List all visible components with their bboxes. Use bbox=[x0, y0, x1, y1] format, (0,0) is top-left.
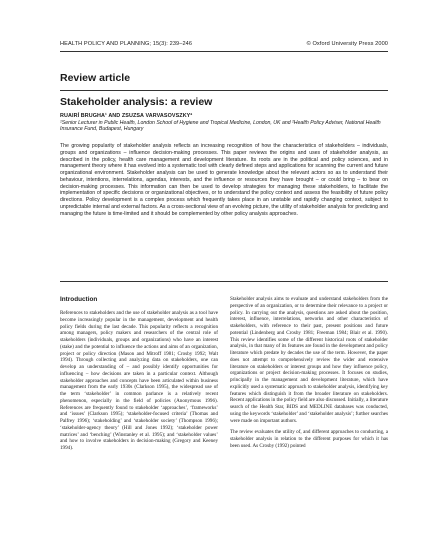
introduction-paragraph: References to stakeholders and the use of stakeholder analysis as a tool have become increasingly popular in the management, development and health policy fields during the last decade. This popularity reflects a recognition among managers, policy makers and researchers of the central role of stakeholders (individuals, groups and organizations) who have an interest (stake) and the potential to influence the actions and aims of an organization, project or policy direction (Mason and Mitroff 1981; Crosby 1992; Walt 1994). Through collecting and analyzing data on stakeholders, one can develop an understanding of – and possibly identify opportunities for influencing – how decisions are taken in a particular context. Although stakeholder approaches and concepts have been articulated within business management from the early 1930s (Clarkson 1995), the widespread use of the term ‘stakeholder’ in common parlance is a relatively recent phenomenon, especially in the field of policies (Anonymous 1996). References are frequently found to stakeholder ‘approaches’, ‘frameworks’ and ‘issues’ (Clarkson 1995); ‘stakeholder-focused criteria’ (Thomas and Palfrey 1996); ‘stakeholding’ and ‘stakeholder society’ (Thompson 1996); ‘stakeholder-agency theory’ (Hill and Jones 1992); ‘stakeholder power matrices’ and ‘benching’ (Winstanley et al. 1995); and ‘stakeholder values’ and how to involve stakeholders in decision-making (Gregory and Keeney 1994). bbox=[60, 310, 218, 451]
journal-citation: HEALTH POLICY AND PLANNING; 15(3): 239–246 bbox=[60, 41, 193, 47]
copyright-notice: © Oxford University Press 2000 bbox=[306, 41, 388, 47]
section-rule bbox=[60, 90, 388, 91]
header-rule bbox=[60, 51, 388, 52]
author-affiliation: ¹Senior Lecturer in Public Health, London School of Hygiene and Tropical Medicine, London, UK and ²Health Policy Adviser, National Health Insurance Fund, Budapest, Hungary bbox=[60, 120, 381, 133]
abstract: The growing popularity of stakeholder analysis reflects an increasing recognition of how the characteristics of stakeholders – individuals, groups and organizations – influence decision-making processes. This paper reviews the origins and uses of stakeholder analysis, as described in the policy, health care management and development literature. Its roots are in the political and policy sciences, and in management theory where it has evolved into a systematic tool with clearly defined steps and applications for scanning the current and future organizational environment. Stakeholder analysis can be used to generate knowledge about the relevant actors so as to understand their behaviour, intentions, interrelations, agendas, interests, and the influence or resources they have brought – or could bring – to bear on decision-making processes. This information can then be used to develop strategies for managing these stakeholders, to facilitate the implementation of specific decisions or organizational objectives, or to understand the policy context and assess the feasibility of future policy directions. Policy development is a complex process which frequently takes place in an unstable and rapidly changing context, subject to unpredictable internal and external factors. As a cross-sectional view of an evolving picture, the utility of stakeholder analysis for predicting and managing the future is time-limited and it should be complemented by other policy analysis approaches. bbox=[60, 143, 388, 217]
section-label: Review article bbox=[60, 72, 131, 84]
abstract-rule bbox=[60, 281, 388, 282]
right-column bbox=[230, 296, 388, 450]
author-list: RUAIRÍ BRUGHA¹ AND ZSUZSA VARVASOVSZKY² bbox=[60, 113, 193, 119]
introduction-heading: Introduction bbox=[60, 296, 98, 303]
body-paragraph: Stakeholder analysis aims to evaluate and understand stakeholders from the perspective of an organization, or to determine their relevance to a project or policy. In carrying out the analysis, questions are asked about the position, interest, influence, interrelations, networks and other characteristics of stakeholders, with reference to their past, present positions and future potential (Lindenberg and Crosby 1981; Freeman 1984; Blair et al. 1990). This review identifies some of the different historical roots of stakeholder analysis, in that many of its features are found in the development and policy literature which predate by decades the use of the term. However, the paper does not attempt to comprehensively review the wider and extensive literature on stakeholders or interest groups and how they influence policy, organizations or project decision-making processes. It focuses on studies, principally in the management and development literature, which have explicitly used a systematic approach to stakeholder analysis, identifying key features which distinguish it from the broader literature on stakeholders. Recent applications in the policy field are also discussed. Initially, a literature search of the Health Star, BIDS and MEDLINE databases was conducted, using the keywords ‘stakeholder’ and ‘stakeholder analysis’; further searches were made on important authors. bbox=[230, 296, 388, 424]
article-title: Stakeholder analysis: a review bbox=[60, 96, 213, 108]
running-header bbox=[60, 41, 388, 47]
body-paragraph: The review evaluates the utility of, and different approaches to conducting, a stakeholder analysis in relation to the different purposes for which it has been used. As Crosby (1992) pointed bbox=[230, 429, 388, 449]
left-column bbox=[60, 296, 218, 452]
